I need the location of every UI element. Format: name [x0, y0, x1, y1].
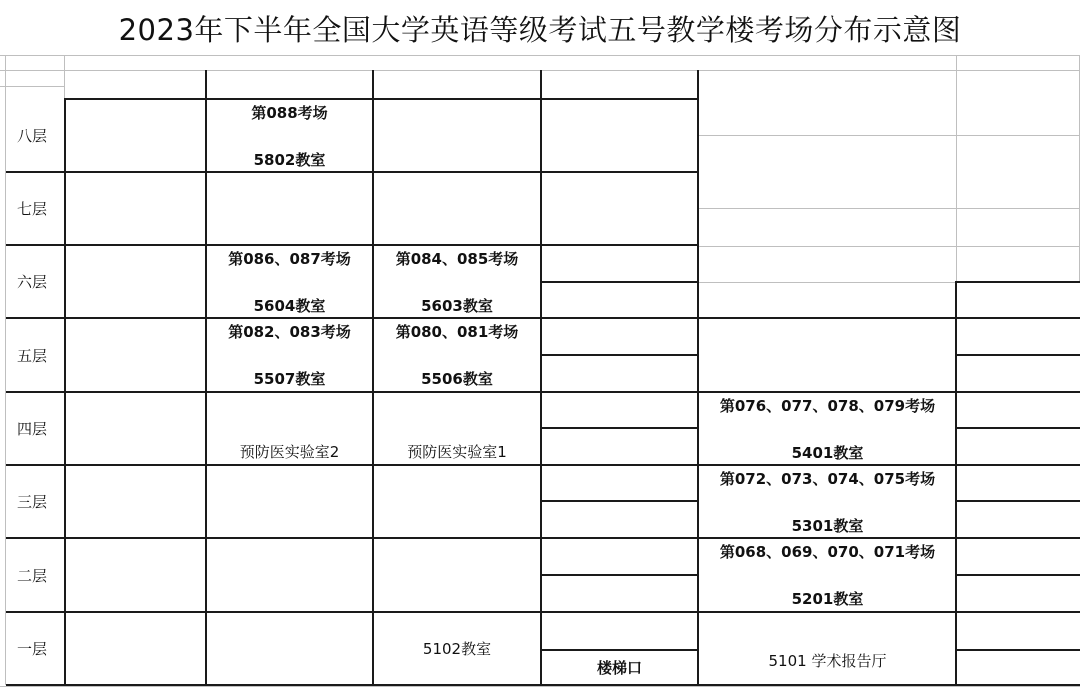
border	[956, 574, 1080, 576]
border	[956, 281, 1080, 283]
room-number: 5507教室	[253, 370, 326, 388]
floor-label-7: 七层	[16, 200, 47, 218]
exam-label: 第084、085考场	[395, 250, 519, 268]
border	[540, 574, 698, 576]
stairs-label: 楼梯口	[596, 658, 642, 677]
floor-label-1: 一层	[16, 640, 47, 658]
page-title: 2023年下半年全国大学英语等级考试五号教学楼考场分布示意图	[118, 13, 962, 47]
room-5506	[373, 321, 541, 389]
floor-label-2: 二层	[16, 566, 47, 585]
gridline	[64, 55, 65, 99]
border	[540, 649, 698, 651]
gridline	[0, 686, 1080, 687]
border	[6, 317, 1080, 319]
border	[6, 244, 698, 246]
stairs	[541, 655, 698, 679]
exam-label: 第080、081考场	[395, 323, 519, 341]
room-number: 5301教室	[791, 517, 864, 535]
gridline	[0, 55, 1080, 56]
border	[6, 611, 1080, 613]
gridline	[956, 55, 957, 283]
border	[956, 649, 1080, 651]
room-number: 5101 学术报告厅	[768, 651, 887, 670]
room-number: 5802教室	[253, 151, 326, 169]
border	[956, 354, 1080, 356]
room-number: 5401教室	[791, 444, 864, 462]
floor-label-6: 六层	[16, 273, 47, 291]
border	[540, 427, 698, 429]
lab-2	[206, 440, 373, 462]
border	[6, 464, 1080, 466]
border	[64, 98, 698, 100]
exam-label: 第068、069、070、071考场	[719, 543, 936, 561]
border	[956, 500, 1080, 502]
border	[6, 391, 1080, 393]
room-5802	[206, 102, 373, 170]
room-5401	[699, 395, 956, 463]
room-5507	[206, 321, 373, 389]
lab-label: 预防医实验室2	[239, 442, 340, 461]
room-5102	[373, 636, 541, 660]
gridline	[698, 282, 956, 283]
room-number: 5604教室	[253, 297, 326, 315]
room-number: 5506教室	[421, 370, 493, 388]
room-5201	[699, 541, 956, 609]
lab-1	[373, 440, 541, 462]
room-5301	[699, 468, 956, 536]
gridline	[0, 86, 64, 87]
floor-label-3: 三层	[16, 493, 47, 511]
gridline	[698, 208, 1080, 209]
room-number: 5603教室	[421, 297, 493, 315]
floor-label-8: 八层	[16, 127, 47, 145]
room-5603	[373, 248, 541, 316]
border	[6, 171, 698, 173]
gridline	[698, 135, 1080, 136]
floor-label-5: 五层	[16, 346, 47, 365]
border	[540, 500, 698, 502]
floor-label-4: 四层	[16, 420, 47, 438]
border	[540, 281, 698, 283]
border	[6, 537, 1080, 539]
lab-label: 预防医实验室1	[407, 442, 507, 461]
border	[540, 354, 698, 356]
border	[6, 684, 1080, 686]
room-number: 5201教室	[791, 590, 864, 608]
exam-label: 第082、083考场	[228, 323, 351, 341]
exam-label: 第076、077、078、079考场	[719, 397, 936, 415]
exam-label: 第072、073、074、075考场	[719, 470, 936, 488]
room-5101	[699, 648, 956, 672]
exam-label: 第086、087考场	[228, 250, 351, 268]
border	[64, 98, 66, 686]
border	[956, 427, 1080, 429]
gridline	[698, 246, 1080, 247]
exam-label: 第088考场	[251, 104, 328, 122]
room-number: 5102教室	[422, 639, 492, 658]
room-5604	[206, 248, 373, 316]
